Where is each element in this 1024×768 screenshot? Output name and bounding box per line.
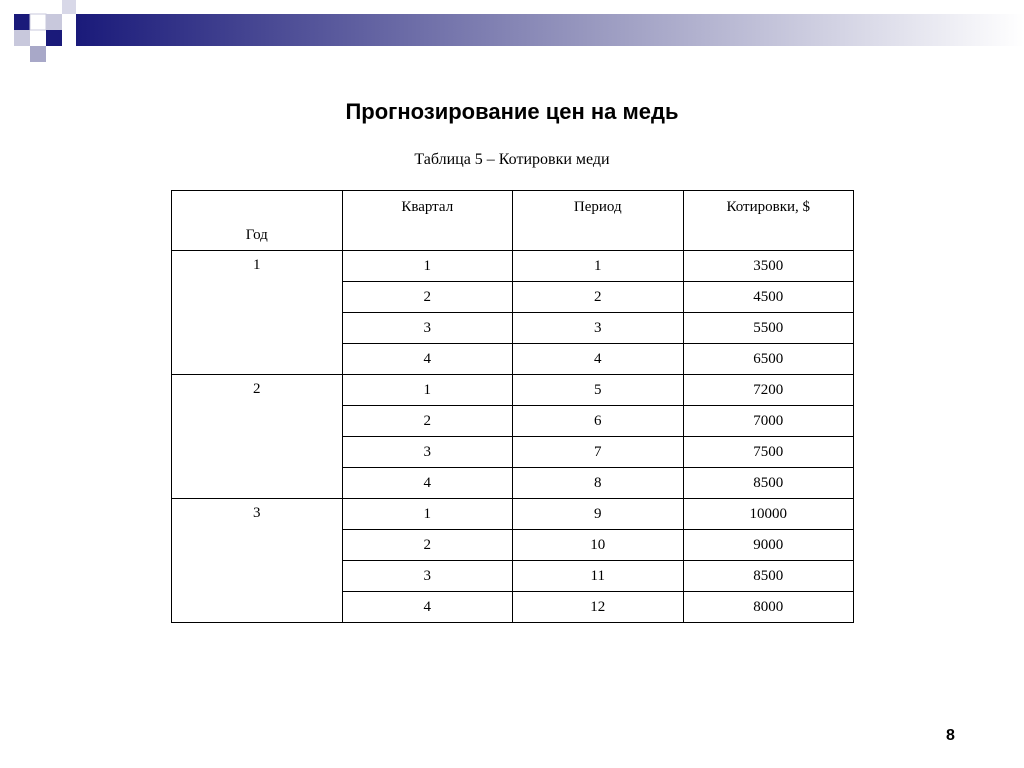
period-cell: 2 bbox=[513, 282, 684, 313]
period-cell: 8 bbox=[513, 468, 684, 499]
quarter-cell: 1 bbox=[342, 499, 513, 530]
header-year: Год bbox=[172, 191, 343, 251]
period-cell: 9 bbox=[513, 499, 684, 530]
quarter-cell: 4 bbox=[342, 468, 513, 499]
quarter-cell: 3 bbox=[342, 313, 513, 344]
header-quote: Котировки, $ bbox=[683, 191, 854, 251]
quote-cell: 7200 bbox=[683, 375, 854, 406]
year-cell: 3 bbox=[172, 499, 343, 623]
table-header-row bbox=[172, 191, 854, 251]
header-quarter: Квартал bbox=[342, 191, 513, 251]
quote-cell: 8500 bbox=[683, 468, 854, 499]
period-cell: 3 bbox=[513, 313, 684, 344]
quote-cell: 10000 bbox=[683, 499, 854, 530]
quarter-cell: 3 bbox=[342, 561, 513, 592]
table-row bbox=[172, 251, 854, 282]
table-row bbox=[172, 375, 854, 406]
quarter-cell: 2 bbox=[342, 282, 513, 313]
quote-cell: 6500 bbox=[683, 344, 854, 375]
year-cell: 1 bbox=[172, 251, 343, 375]
table-caption: Таблица 5 – Котировки меди bbox=[414, 151, 610, 168]
copper-quotes-table bbox=[171, 190, 854, 623]
period-cell: 7 bbox=[513, 437, 684, 468]
page-number: 8 bbox=[946, 727, 955, 744]
quote-cell: 3500 bbox=[683, 251, 854, 282]
quote-cell: 7000 bbox=[683, 406, 854, 437]
quote-cell: 8500 bbox=[683, 561, 854, 592]
quote-cell: 5500 bbox=[683, 313, 854, 344]
table-row bbox=[172, 499, 854, 530]
period-cell: 6 bbox=[513, 406, 684, 437]
period-cell: 10 bbox=[513, 530, 684, 561]
quote-cell: 9000 bbox=[683, 530, 854, 561]
year-cell: 2 bbox=[172, 375, 343, 499]
period-cell: 11 bbox=[513, 561, 684, 592]
quote-cell: 4500 bbox=[683, 282, 854, 313]
period-cell: 5 bbox=[513, 375, 684, 406]
quarter-cell: 1 bbox=[342, 375, 513, 406]
period-cell: 4 bbox=[513, 344, 684, 375]
quarter-cell: 2 bbox=[342, 406, 513, 437]
slide-title: Прогнозирование цен на медь bbox=[345, 99, 679, 124]
quarter-cell: 4 bbox=[342, 344, 513, 375]
decorative-header-squares bbox=[0, 0, 1024, 62]
quarter-cell: 1 bbox=[342, 251, 513, 282]
period-cell: 1 bbox=[513, 251, 684, 282]
quarter-cell: 4 bbox=[342, 592, 513, 623]
quote-cell: 7500 bbox=[683, 437, 854, 468]
header-period: Период bbox=[513, 191, 684, 251]
period-cell: 12 bbox=[513, 592, 684, 623]
quote-cell: 8000 bbox=[683, 592, 854, 623]
quarter-cell: 3 bbox=[342, 437, 513, 468]
quarter-cell: 2 bbox=[342, 530, 513, 561]
